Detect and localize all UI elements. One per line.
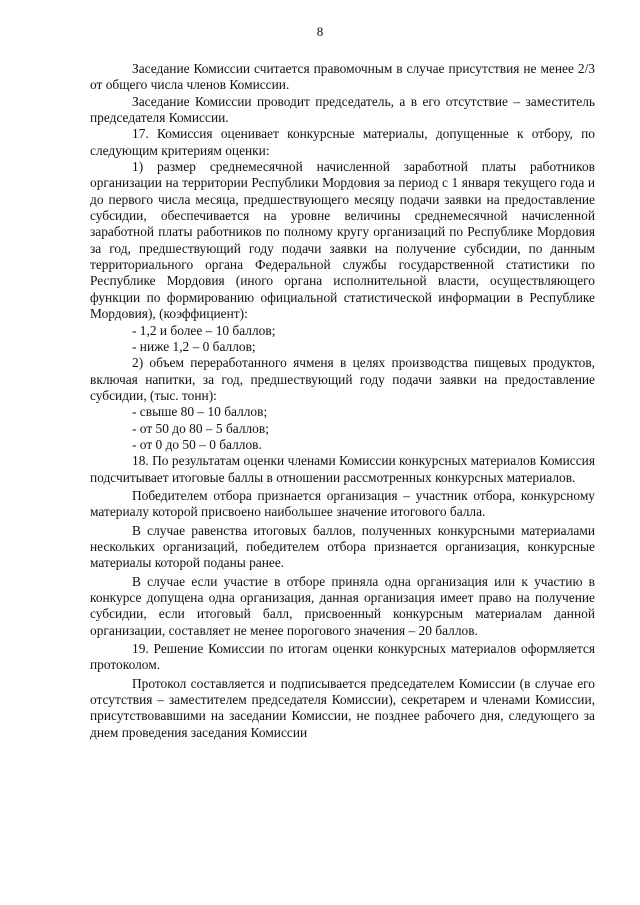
criterion-1-score-high: - 1,2 и более – 10 баллов; xyxy=(132,322,276,338)
paragraph-chair: Заседание Комиссии проводит председатель, а в его отсутствие – заместитель председателя Комиссии. xyxy=(90,93,595,126)
criterion-2-score-low: - от 0 до 50 – 0 баллов. xyxy=(132,436,262,452)
paragraph-protocol: Протокол составляется и подписывается председателем Комиссии (в случае его отсутствия – заместителем председателя Комиссии), секретарем и членами Комиссии, присутствовавшими на заседании Комиссии, не позднее рабочего дня, следующего за днем проведения заседания Комиссии xyxy=(90,675,595,740)
criterion-2-barley: 2) объем переработанного ячменя в целях производства пищевых продуктов, включая напитки, за год, предшествующий году подачи заявки на предоставление субсидии, (тыс. тонн): xyxy=(90,355,595,403)
paragraph-winner: Победителем отбора признается организация – участник отбора, конкурсному материалу которой присвоено наибольшее значение итогового балла. xyxy=(90,487,595,520)
document-body xyxy=(90,61,595,741)
paragraph-single-participant: В случае если участие в отборе приняла одна организация или к участию в конкурсе допущена одна организация, данная организация имеет право на получение субсидии, если итоговый балл, присвоенный конкурсным материалам данной организации, составляет не менее порогового значения – 20 баллов. xyxy=(90,573,595,638)
paragraph-19-decision: 19. Решение Комиссии по итогам оценки конкурсных материалов оформляется протоколом. xyxy=(90,641,595,673)
paragraph-tie: В случае равенства итоговых баллов, полученных конкурсными материалами нескольких организаций, победителем отбора признается организация, конкурсные материалы которой поданы ранее. xyxy=(90,522,595,571)
paragraph-17-criteria: 17. Комиссия оценивает конкурсные материалы, допущенные к отбору, по следующим критериям оценки: xyxy=(90,126,595,158)
criterion-2-score-high: - свыше 80 – 10 баллов; xyxy=(132,404,268,420)
criterion-2-score-mid: - от 50 до 80 – 5 баллов; xyxy=(132,420,269,436)
criterion-1-score-low: - ниже 1,2 – 0 баллов; xyxy=(132,338,256,354)
paragraph-18-scoring: 18. По результатам оценки членами Комиссии конкурсных материалов Комиссия подсчитывает итоговые баллы в отношении рассмотренных конкурсных материалов. xyxy=(90,453,595,485)
page-number: 8 xyxy=(316,24,324,39)
criterion-1-salary: 1) размер среднемесячной начисленной заработной платы работников организации на территории Республики Мордовия за период с 1 января текущего года и до первого числа месяца, предшествующего месяцу подачи заявки на предоставление субсидии, обеспечивается на уровне величины среднемесячной начисленной заработной платы работников по полному кругу организаций по Республике Мордовия за год, предшествующий году подачи заявки на получение субсидии, по данным территориального органа Федеральной службы государственной статистики по Республике Мордовия (иного органа исполнительной власти, осуществляющего функции по формированию официальной статистической информации в Республике Мордовия), (коэффициент): xyxy=(90,159,595,322)
paragraph-quorum: Заседание Комиссии считается правомочным в случае присутствия не менее 2/3 от общего числа членов Комиссии. xyxy=(90,61,595,93)
